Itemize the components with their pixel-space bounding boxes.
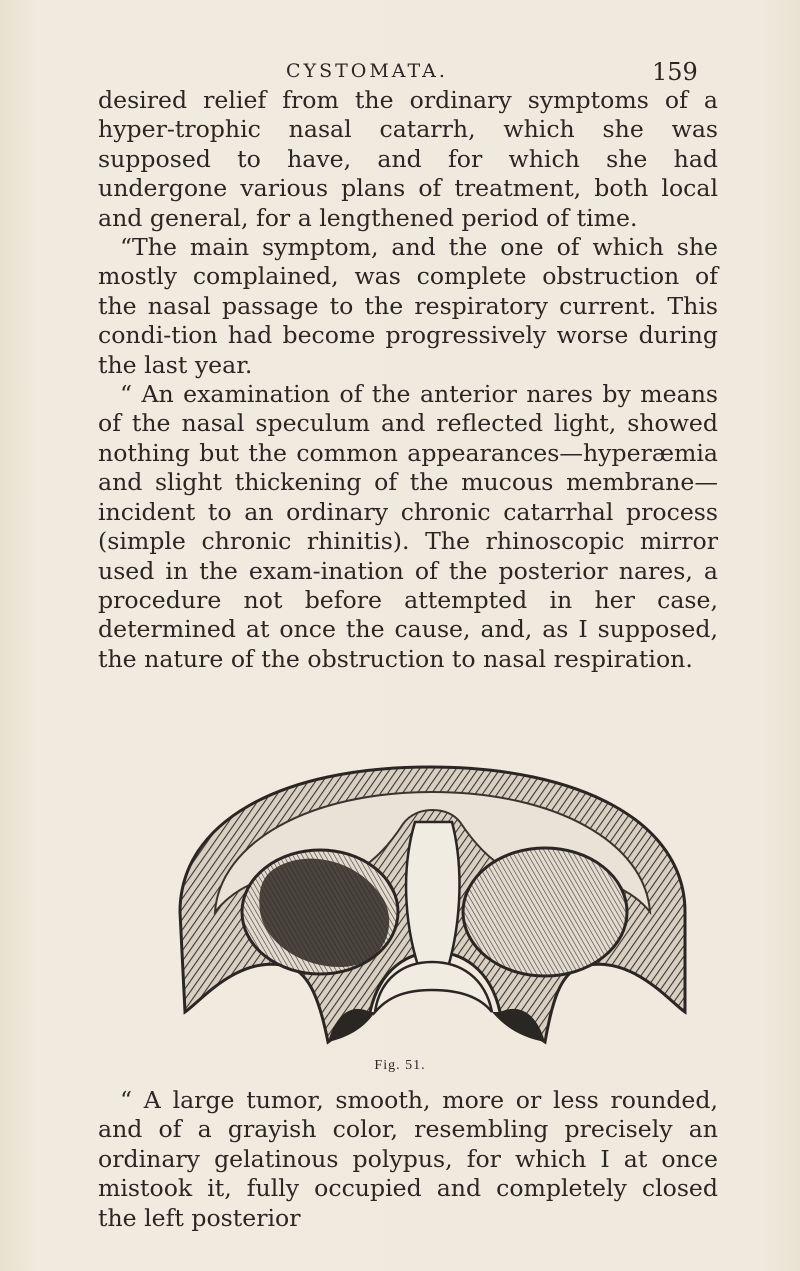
running-head: CYSTOMATA. xyxy=(286,60,448,82)
septum xyxy=(406,822,459,977)
paragraph-3: “ An examination of the anterior nares by means of the nasal speculum and reflected light, showed nothing but the common appearances—hyperæmia and slight thickening of the mucous membrane—incident to an ordinary chronic catarrhal process (simple chronic rhinitis). The rhinoscopic mirror used in the exam-ination of the posterior nares, a procedure not before attempted in her case, determined at once the cause, and, as I supposed, the nature of the obstruction to nasal respiration. xyxy=(98,380,718,673)
paragraph-2: “The main symptom, and the one of which she mostly complained, was complete obstruction of the nasal passage to the respiratory current. This condi-tion had become progressively worse during the last year. xyxy=(98,233,718,379)
paragraph-1: desired relief from the ordinary symptoms of a hyper-trophic nasal catarrh, which she was supposed to have, and for which she had undergone various plans of treatment, both local and general, for a lengthened period of time. xyxy=(98,86,718,232)
body-text-top xyxy=(98,86,718,674)
body-text-bottom xyxy=(98,1086,718,1233)
rhinoscopic-figure xyxy=(160,762,720,1047)
page-number: 159 xyxy=(652,58,698,86)
page-header xyxy=(0,58,800,88)
figure-caption: Fig. 51. xyxy=(374,1058,426,1073)
figure-illustration xyxy=(160,762,720,1047)
paragraph-4: “ A large tumor, smooth, more or less rounded, and of a grayish color, resembling precisely an ordinary gelatinous polypus, for which I at once mistook it, fully occupied and completely closed the left posterior xyxy=(98,1086,718,1232)
right-choana xyxy=(463,848,627,976)
